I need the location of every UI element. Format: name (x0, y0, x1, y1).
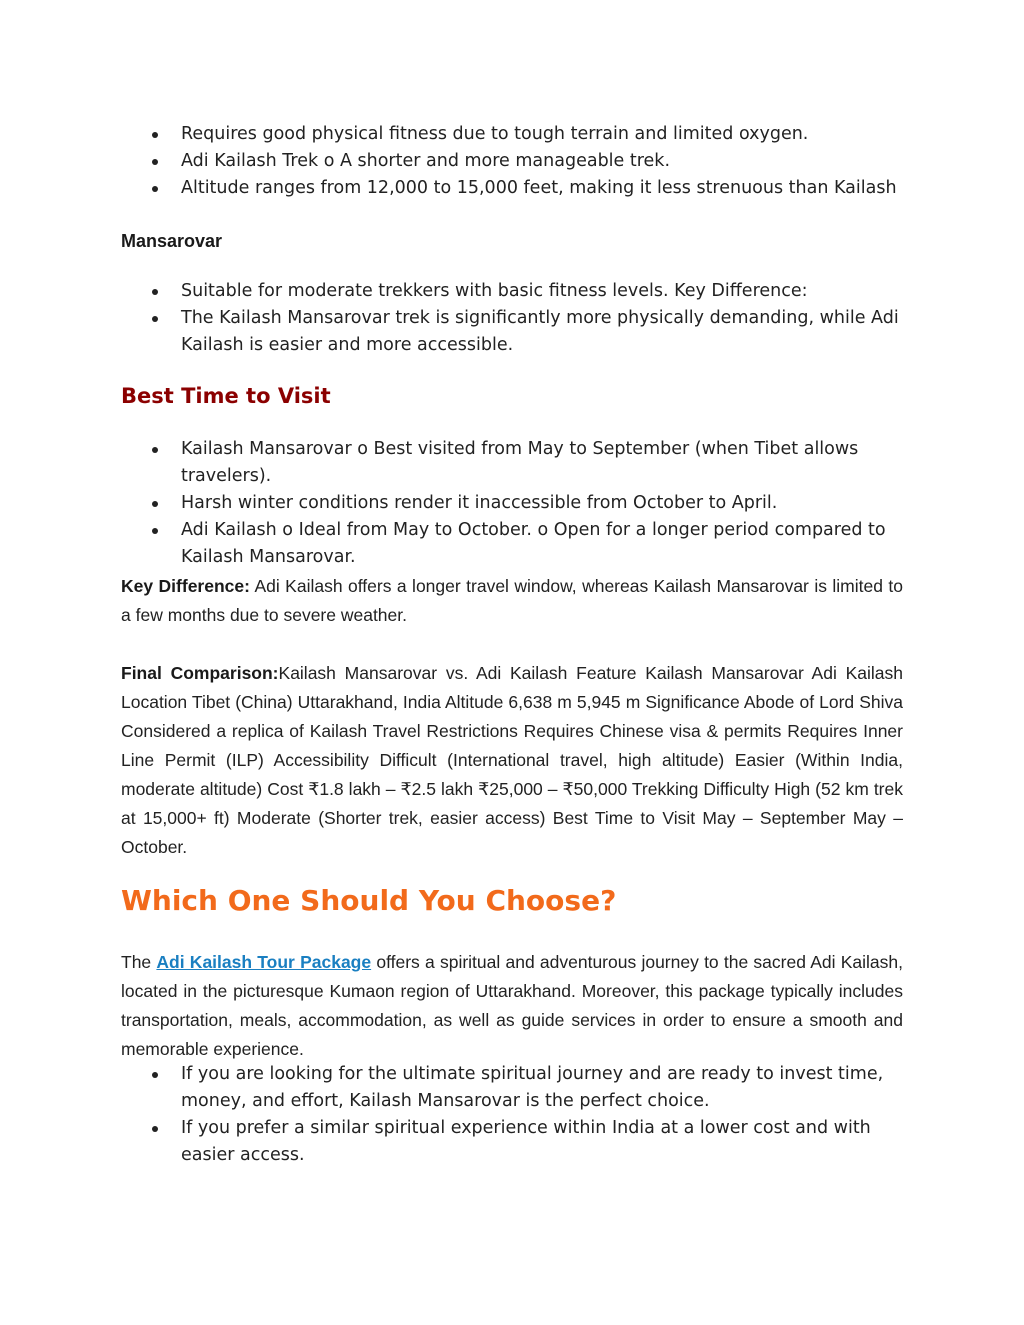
list-item-text: The Kailash Mansarovar trek is significantly more physically demanding, while Adi Kailash is easier and more accessible. (181, 308, 899, 355)
choose-para-prefix: The (121, 952, 157, 972)
list-item-text: If you are looking for the ultimate spiritual journey and are ready to invest time, money, and effort, Kailash Mansarovar is the perfect choice. (181, 1064, 884, 1111)
list-item (121, 436, 903, 490)
list-item (121, 1115, 903, 1169)
bullet-icon (152, 1072, 158, 1078)
list-item (121, 517, 903, 571)
bullet-icon (152, 132, 158, 138)
list-item (121, 175, 903, 202)
list-item (121, 278, 903, 305)
final-comparison-text: Kailash Mansarovar vs. Adi Kailash Feature Kailash Mansarovar Adi Kailash Location Tibet (China) Uttarakhand, India Altitude 6,638 m 5,945 m Significance Abode of Lord Shiva Considered a replica of Kailash Travel Restrictions Requires Chinese visa & permits Requires Inner Line Permit (ILP) Accessibility Difficult (International travel, high altitude) Easier (Within India, moderate altitude) Cost ₹1.8 lakh – ₹2.5 lakh ₹25,000 – ₹50,000 Trekking Difficulty High (52 km trek at 15,000+ ft) Moderate (Shorter trek, easier access) Best Time to Visit May – September May – October. (121, 663, 903, 857)
intro-bullet-list (121, 121, 903, 202)
best-time-heading: Best Time to Visit (121, 384, 331, 408)
key-difference-paragraph (121, 572, 903, 630)
list-item-text: Kailash Mansarovar o Best visited from May to September (when Tibet allows travelers). (181, 439, 859, 486)
mansarovar-heading: Mansarovar (121, 231, 223, 251)
adi-kailash-tour-package-link[interactable]: Adi Kailash Tour Package (156, 952, 372, 972)
list-item-text: Requires good physical fitness due to tough terrain and limited oxygen. (181, 124, 809, 144)
list-item-text: Suitable for moderate trekkers with basic fitness levels. Key Difference: (181, 281, 808, 301)
list-item-text: If you prefer a similar spiritual experience within India at a lower cost and with easier access. (181, 1118, 871, 1165)
choose-heading: Which One Should You Choose? (121, 884, 617, 917)
mansarovar-bullet-list (121, 278, 903, 359)
final-comparison-label: Final Comparison: (121, 663, 279, 683)
bullet-icon (152, 1126, 158, 1132)
list-item-text: Adi Kailash o Ideal from May to October. o Open for a longer period compared to Kailash Mansarovar. (181, 520, 886, 567)
list-item-text: Adi Kailash Trek o A shorter and more manageable trek. (181, 151, 671, 171)
choose-paragraph (121, 948, 903, 1064)
list-item (121, 305, 903, 359)
list-item (121, 490, 903, 517)
bullet-icon (152, 316, 158, 322)
key-difference-text: Adi Kailash offers a longer travel window, whereas Kailash Mansarovar is limited to a few months due to severe weather. (121, 576, 903, 625)
list-item (121, 1061, 903, 1115)
list-item (121, 148, 903, 175)
bullet-icon (152, 186, 158, 192)
bullet-icon (152, 159, 158, 165)
choose-bullet-list (121, 1061, 903, 1169)
bullet-icon (152, 289, 158, 295)
final-comparison-paragraph (121, 659, 903, 862)
list-item-text: Altitude ranges from 12,000 to 15,000 feet, making it less strenuous than Kailash (181, 178, 897, 198)
choose-para-suffix: offers a spiritual and adventurous journey to the sacred Adi Kailash, located in the picturesque Kumaon region of Uttarakhand. Moreover, this package typically includes transportation, meals, accommodation, as well as guide services in order to ensure a smooth and memorable experience. (121, 952, 903, 1059)
best-time-bullet-list (121, 436, 903, 571)
bullet-icon (152, 447, 158, 453)
list-item (121, 121, 903, 148)
list-item-text: Harsh winter conditions render it inaccessible from October to April. (181, 493, 778, 513)
bullet-icon (152, 528, 158, 534)
key-difference-label: Key Difference: (121, 576, 250, 596)
bullet-icon (152, 501, 158, 507)
